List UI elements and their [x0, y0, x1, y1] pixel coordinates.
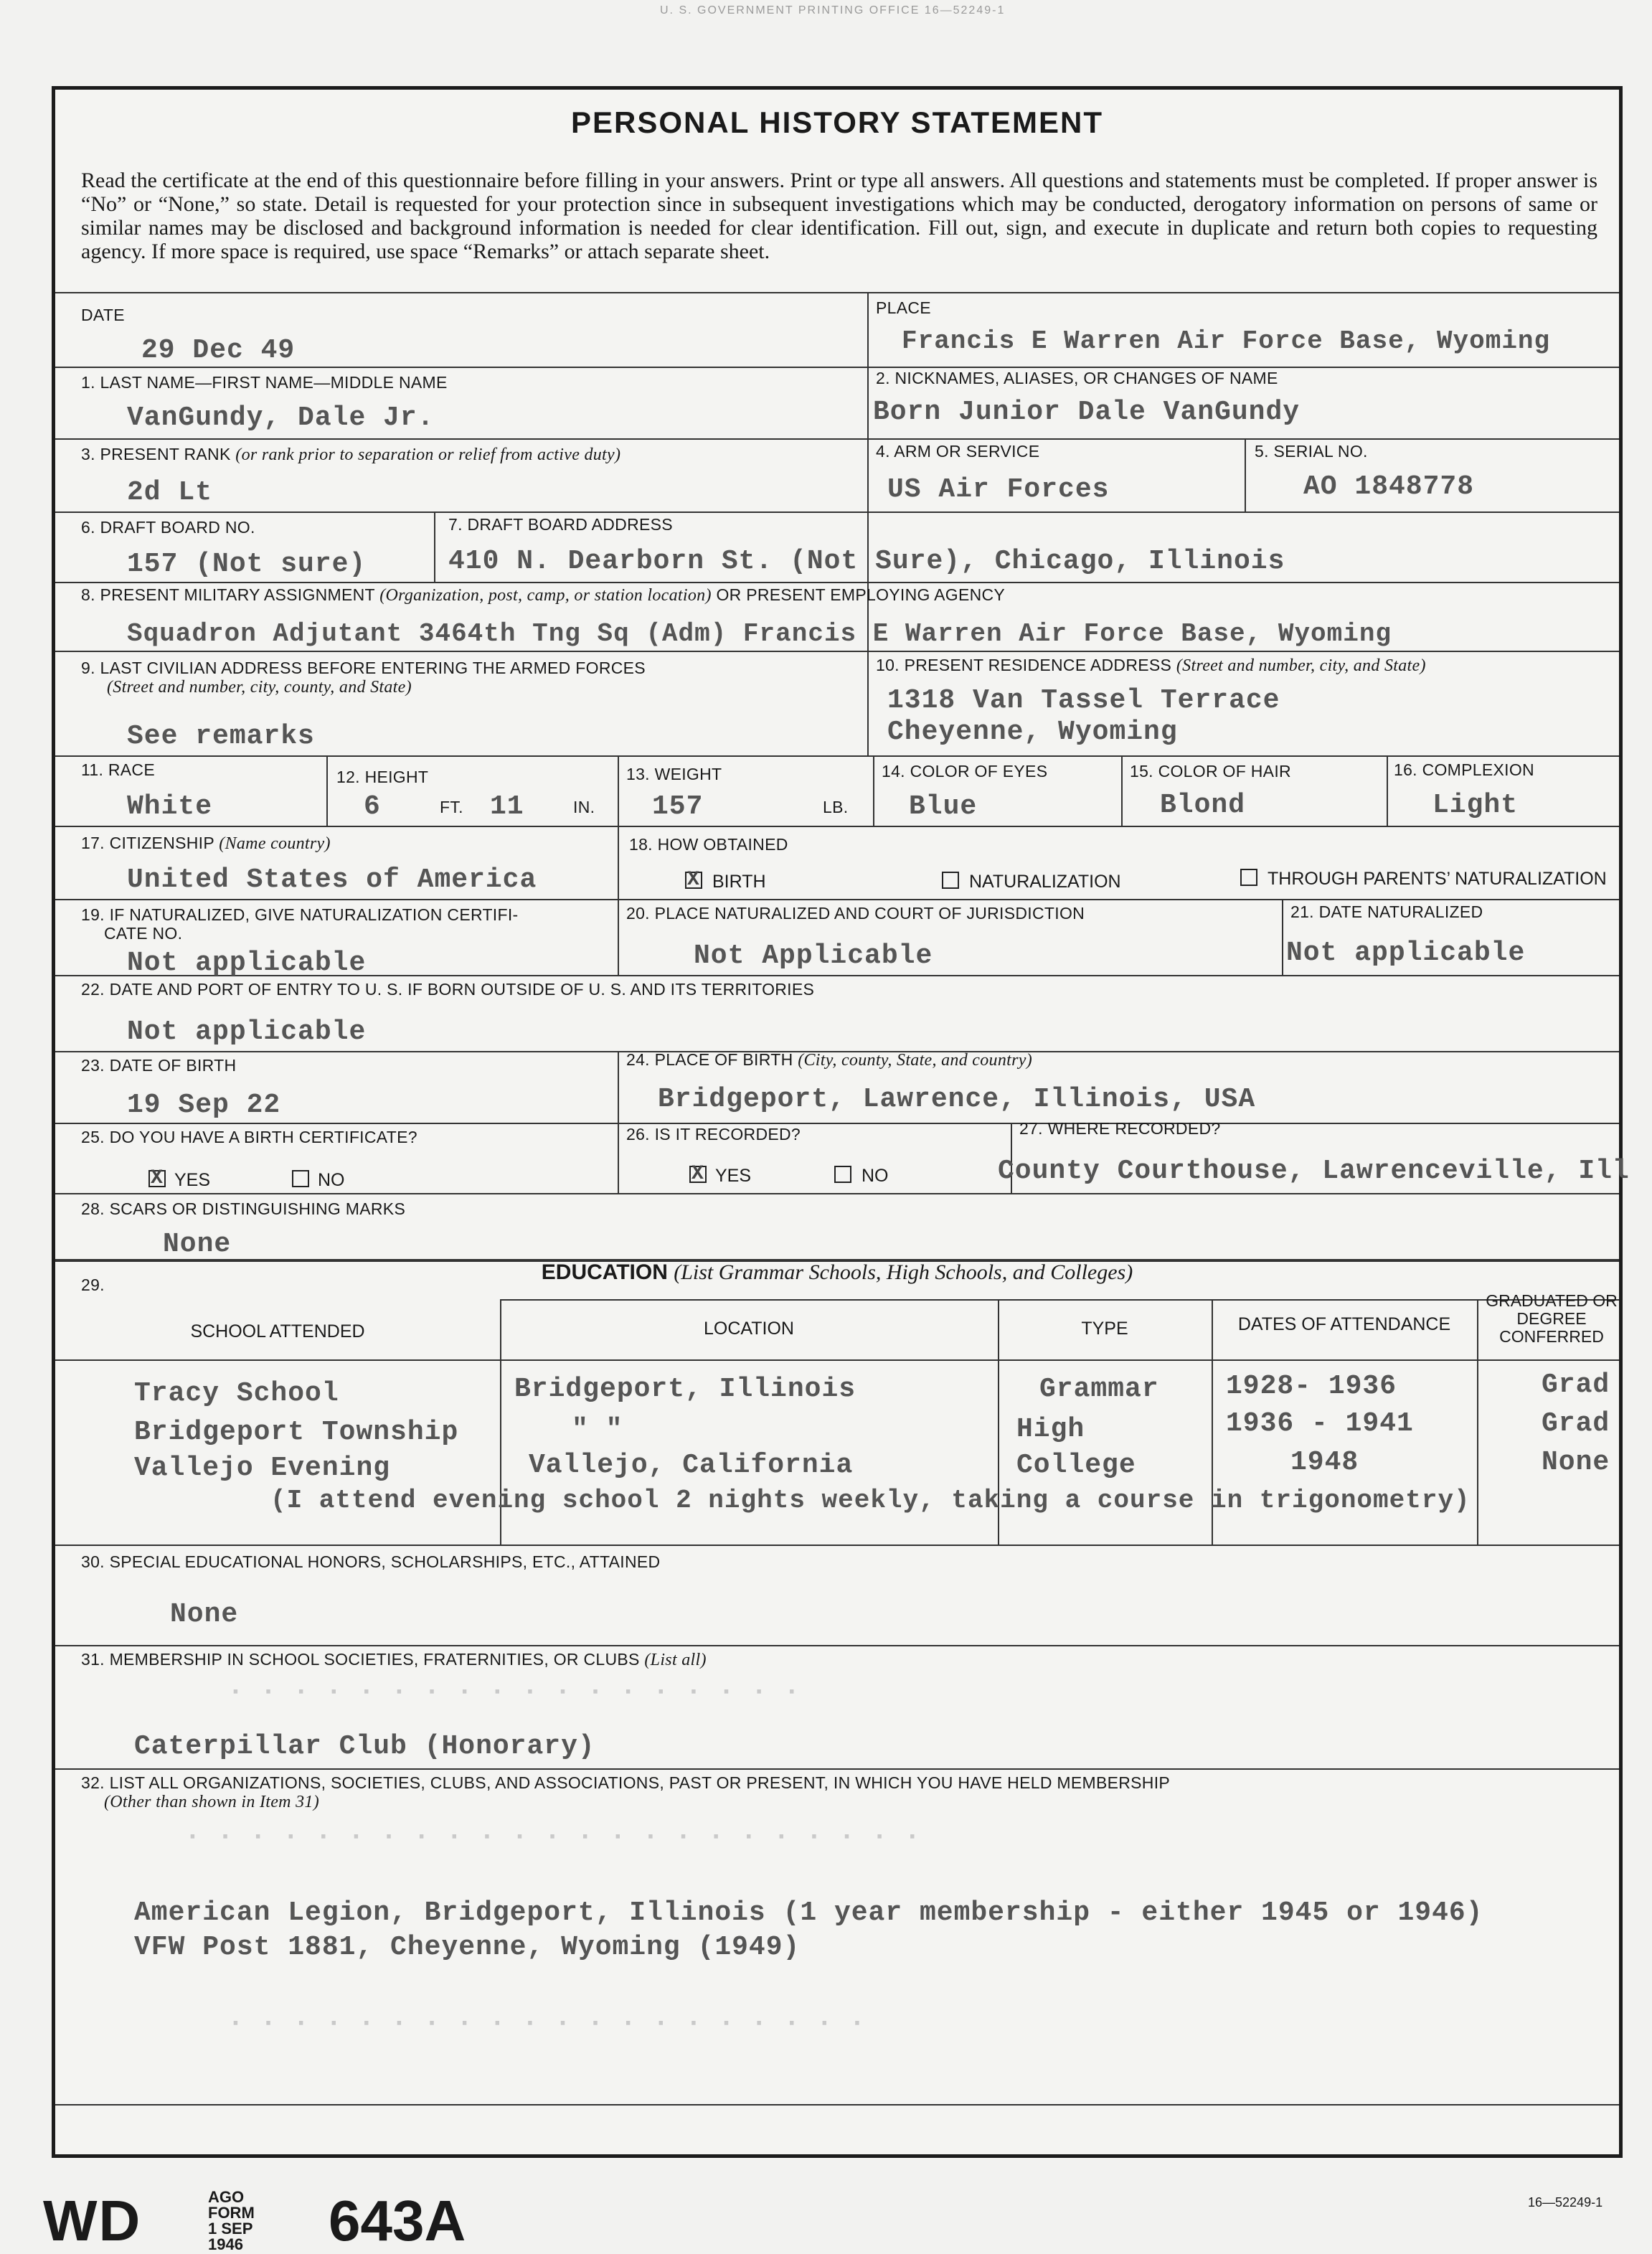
recorded-label: 26. IS IT RECORDED? — [626, 1125, 801, 1143]
edu-row-1-school: Tracy School — [134, 1378, 339, 1409]
organizations-line1: American Legion, Bridgeport, Illinois (1 year membership - either 1945 or 1946) — [134, 1897, 1483, 1928]
column-location: LOCATION — [704, 1319, 794, 1339]
arm-value: US Air Forces — [887, 474, 1110, 505]
recorded-yes-checkbox[interactable] — [689, 1166, 707, 1183]
column-degree: GRADUATED OR DEGREE CONFERRED — [1486, 1291, 1618, 1346]
draft-board-no-label: 6. DRAFT BOARD NO. — [81, 518, 255, 537]
education-number: 29. — [81, 1275, 105, 1294]
serial-value: AO 1848778 — [1303, 471, 1475, 502]
height-label: 12. HEIGHT — [336, 768, 429, 786]
edu-row-3-dates: 1948 — [1290, 1447, 1359, 1478]
civilian-address-value: See remarks — [127, 721, 315, 752]
hair-value: Blond — [1160, 790, 1246, 821]
draft-board-no-value: 157 (Not sure) — [127, 549, 367, 580]
name-label: 1. LAST NAME—FIRST NAME—MIDDLE NAME — [81, 373, 448, 392]
rule — [326, 755, 328, 826]
place-label: PLACE — [876, 298, 931, 317]
edu-row-1-dates: 1928- 1936 — [1226, 1371, 1397, 1402]
honors-label: 30. SPECIAL EDUCATIONAL HONORS, SCHOLARSHIPS, ETC., ATTAINED — [81, 1552, 661, 1571]
port-of-entry-value: Not applicable — [127, 1017, 367, 1047]
rank-label: 3. PRESENT RANK (or rank prior to separation or relief from active duty) — [81, 445, 621, 464]
rule — [1245, 438, 1246, 511]
assignment-value: Squadron Adjutant 3464th Tng Sq (Adm) Francis E Warren Air Force Base, Wyoming — [127, 619, 1392, 649]
rule — [55, 292, 1619, 293]
edu-row-1-degree: Grad — [1542, 1369, 1610, 1400]
name-value: VanGundy, Dale Jr. — [127, 402, 435, 433]
rule — [55, 755, 1619, 757]
dob-label: 23. DATE OF BIRTH — [81, 1056, 237, 1075]
honors-value: None — [170, 1599, 239, 1630]
citizenship-label: 17. CITIZENSHIP (Name country) — [81, 834, 331, 853]
rule — [55, 826, 1619, 827]
residence-line1: 1318 Van Tassel Terrace — [887, 685, 1280, 716]
height-in-unit: IN. — [573, 798, 595, 816]
birth-cert-no-label: NO — [318, 1170, 345, 1190]
organizations-note: (Other than shown in Item 31) — [104, 1793, 320, 1811]
rule — [55, 899, 1619, 900]
edu-row-2-type: High — [1016, 1414, 1085, 1445]
bleed-through: . . . . . . . . . . . . . . . . . . — [227, 1681, 801, 1712]
complexion-value: Light — [1432, 790, 1519, 821]
eyes-value: Blue — [909, 791, 978, 822]
naturalization-option-label: NATURALIZATION — [969, 872, 1121, 892]
edu-row-1-location: Bridgeport, Illinois — [514, 1374, 856, 1405]
rule — [434, 511, 435, 582]
recorded-yes-label: YES — [715, 1166, 752, 1186]
societies-value: Caterpillar Club (Honorary) — [134, 1731, 595, 1762]
edu-row-3-degree: None — [1542, 1447, 1610, 1478]
column-dates: DATES OF ATTENDANCE — [1237, 1314, 1451, 1334]
rule — [55, 1645, 1619, 1646]
rank-value: 2d Lt — [127, 477, 213, 508]
birth-cert-no-checkbox[interactable] — [292, 1170, 309, 1187]
naturalization-checkbox[interactable] — [942, 872, 959, 889]
rule — [618, 755, 619, 826]
civilian-address-label: 9. LAST CIVILIAN ADDRESS BEFORE ENTERING THE ARMED FORCES — [81, 659, 646, 677]
naturalization-place-label: 20. PLACE NATURALIZED AND COURT OF JURISDICTION — [626, 904, 1085, 923]
edu-row-2-school: Bridgeport Township — [134, 1417, 459, 1448]
edu-row-2-degree: Grad — [1542, 1408, 1610, 1439]
rule — [500, 1299, 1619, 1301]
draft-board-address-value: 410 N. Dearborn St. (Not Sure), Chicago, Illinois — [448, 546, 1285, 577]
edu-row-1-type: Grammar — [1039, 1374, 1159, 1405]
height-inches-value: 11 — [490, 791, 524, 822]
naturalization-cert-label: 19. IF NATURALIZED, GIVE NATURALIZATION CERTIFI- — [81, 905, 519, 924]
pob-value: Bridgeport, Lawrence, Illinois, USA — [658, 1084, 1256, 1115]
form-prefix: WD — [43, 2189, 142, 2253]
date-naturalized-label: 21. DATE NATURALIZED — [1290, 902, 1483, 921]
organizations-line2: VFW Post 1881, Cheyenne, Wyoming (1949) — [134, 1932, 801, 1963]
scars-label: 28. SCARS OR DISTINGUISHING MARKS — [81, 1199, 406, 1218]
weight-unit: LB. — [823, 798, 849, 816]
birth-checkbox[interactable] — [685, 872, 702, 889]
column-type: TYPE — [1081, 1319, 1128, 1339]
column-school: SCHOOL ATTENDED — [190, 1321, 365, 1341]
date-naturalized-value: Not applicable — [1286, 938, 1526, 968]
edu-row-2-location: " " — [572, 1414, 623, 1445]
parents-naturalization-checkbox[interactable] — [1240, 869, 1257, 886]
personal-history-form — [52, 86, 1630, 2158]
education-title: EDUCATION (List Grammar Schools, High Schools, and Colleges) — [541, 1260, 1133, 1284]
rule — [55, 1123, 1619, 1124]
bleed-through: . . . . . . . . . . . . . . . . . . . . — [227, 2012, 866, 2043]
pob-label: 24. PLACE OF BIRTH (City, county, State, and country) — [626, 1050, 1033, 1070]
rule — [618, 1051, 619, 1193]
where-recorded-label: 27. WHERE RECORDED? — [1019, 1119, 1221, 1138]
rule — [55, 582, 1619, 583]
weight-label: 13. WEIGHT — [626, 765, 722, 783]
date-value: 29 Dec 49 — [141, 335, 296, 366]
civilian-address-note: (Street and number, city, county, and State) — [107, 678, 412, 697]
rule — [55, 2104, 1619, 2106]
date-label: DATE — [81, 306, 125, 324]
rule — [867, 651, 869, 755]
rule — [1387, 755, 1388, 826]
how-obtained-label: 18. HOW OBTAINED — [629, 835, 788, 854]
rule — [55, 651, 1619, 652]
nicknames-label: 2. NICKNAMES, ALIASES, OR CHANGES OF NAME — [876, 369, 1278, 387]
assignment-label: 8. PRESENT MILITARY ASSIGNMENT (Organization, post, camp, or station location) OR PRESENT EMPLOYING AGENCY — [81, 585, 1006, 605]
rule — [55, 1359, 1619, 1361]
birth-cert-yes-label: YES — [174, 1170, 211, 1190]
instructions: Read the certificate at the end of this questionnaire before filling in your answers. Print or type all answers. All questions and statements must be completed. If proper answer is “No” or “None,” so state. Detail is requested for your protection since in subsequent investigations which may be conducted, derogatory information on persons of same or similar names may be disclosed and background information is needed for clear identification. Fill out, sign, and execute in duplicate and return both copies to requesting agency. If more space is required, use space “Remarks” or attach separate sheet. — [81, 169, 1597, 263]
height-ft-unit: FT. — [440, 798, 463, 816]
form-number: 643A — [329, 2189, 466, 2253]
nicknames-value: Born Junior Dale VanGundy — [873, 397, 1301, 428]
rule — [55, 367, 1619, 368]
port-of-entry-label: 22. DATE AND PORT OF ENTRY TO U. S. IF BORN OUTSIDE OF U. S. AND ITS TERRITORIES — [81, 980, 815, 999]
eyes-label: 14. COLOR OF EYES — [882, 762, 1048, 781]
citizenship-value: United States of America — [127, 864, 537, 895]
hair-label: 15. COLOR OF HAIR — [1130, 762, 1291, 781]
recorded-no-checkbox[interactable] — [834, 1166, 851, 1183]
rule — [55, 1545, 1619, 1546]
rule — [55, 1768, 1619, 1770]
height-feet-value: 6 — [364, 791, 381, 822]
rule — [55, 511, 1619, 513]
race-label: 11. RACE — [81, 760, 155, 779]
rule — [1282, 899, 1283, 975]
serial-label: 5. SERIAL NO. — [1255, 442, 1368, 461]
edu-row-2-dates: 1936 - 1941 — [1226, 1408, 1414, 1439]
ago-form-label: AGO FORM 1 SEP 1946 — [208, 2188, 255, 2253]
form-title: PERSONAL HISTORY STATEMENT — [571, 105, 1103, 139]
arm-label: 4. ARM OR SERVICE — [876, 442, 1040, 461]
edu-row-3-type: College — [1016, 1450, 1136, 1481]
birth-cert-label: 25. DO YOU HAVE A BIRTH CERTIFICATE? — [81, 1128, 417, 1146]
rule — [1477, 1299, 1478, 1545]
place-value: Francis E Warren Air Force Base, Wyoming — [902, 326, 1551, 356]
residence-label: 10. PRESENT RESIDENCE ADDRESS (Street and number, city, and State) — [876, 656, 1426, 675]
edu-row-3-school: Vallejo Evening — [134, 1453, 391, 1484]
draft-board-address-label: 7. DRAFT BOARD ADDRESS — [448, 515, 673, 534]
naturalization-cert-label-2: CATE NO. — [104, 924, 183, 943]
rule — [873, 755, 874, 826]
rule — [1121, 755, 1123, 826]
rule — [618, 826, 619, 975]
parents-naturalization-option-label: THROUGH PARENTS’ NATURALIZATION — [1268, 869, 1607, 889]
gpo-code: 16—52249-1 — [1528, 2195, 1603, 2210]
rule — [55, 1193, 1619, 1194]
weight-value: 157 — [652, 791, 704, 822]
residence-line2: Cheyenne, Wyoming — [887, 717, 1178, 748]
race-value: White — [127, 791, 213, 822]
organizations-label: 32. LIST ALL ORGANIZATIONS, SOCIETIES, CLUBS, AND ASSOCIATIONS, PAST OR PRESENT, IN WHICH YOU HAVE HELD MEMBERSHIP — [81, 1773, 1171, 1792]
naturalization-place-value: Not Applicable — [694, 940, 933, 971]
edu-row-3-location: Vallejo, California — [529, 1450, 854, 1481]
printer-stamp: U. S. GOVERNMENT PRINTING OFFICE 16—52249-1 — [660, 4, 1006, 16]
dob-value: 19 Sep 22 — [127, 1090, 281, 1121]
societies-label: 31. MEMBERSHIP IN SCHOOL SOCIETIES, FRATERNITIES, OR CLUBS (List all) — [81, 1650, 707, 1669]
naturalization-cert-value: Not applicable — [127, 948, 367, 979]
bleed-through: . . . . . . . . . . . . . . . . . . . . . . . — [184, 1826, 921, 1857]
birth-cert-yes-checkbox[interactable] — [148, 1170, 166, 1187]
scars-value: None — [163, 1229, 232, 1260]
complexion-label: 16. COMPLEXION — [1394, 760, 1534, 779]
birth-option-label: BIRTH — [712, 872, 766, 892]
where-recorded-value: County Courthouse, Lawrenceville, Ill — [998, 1156, 1630, 1187]
recorded-no-label: NO — [862, 1166, 889, 1186]
rule — [55, 438, 1619, 440]
education-note: (I attend evening school 2 nights weekly, taking a course in trigonometry) — [270, 1486, 1471, 1515]
